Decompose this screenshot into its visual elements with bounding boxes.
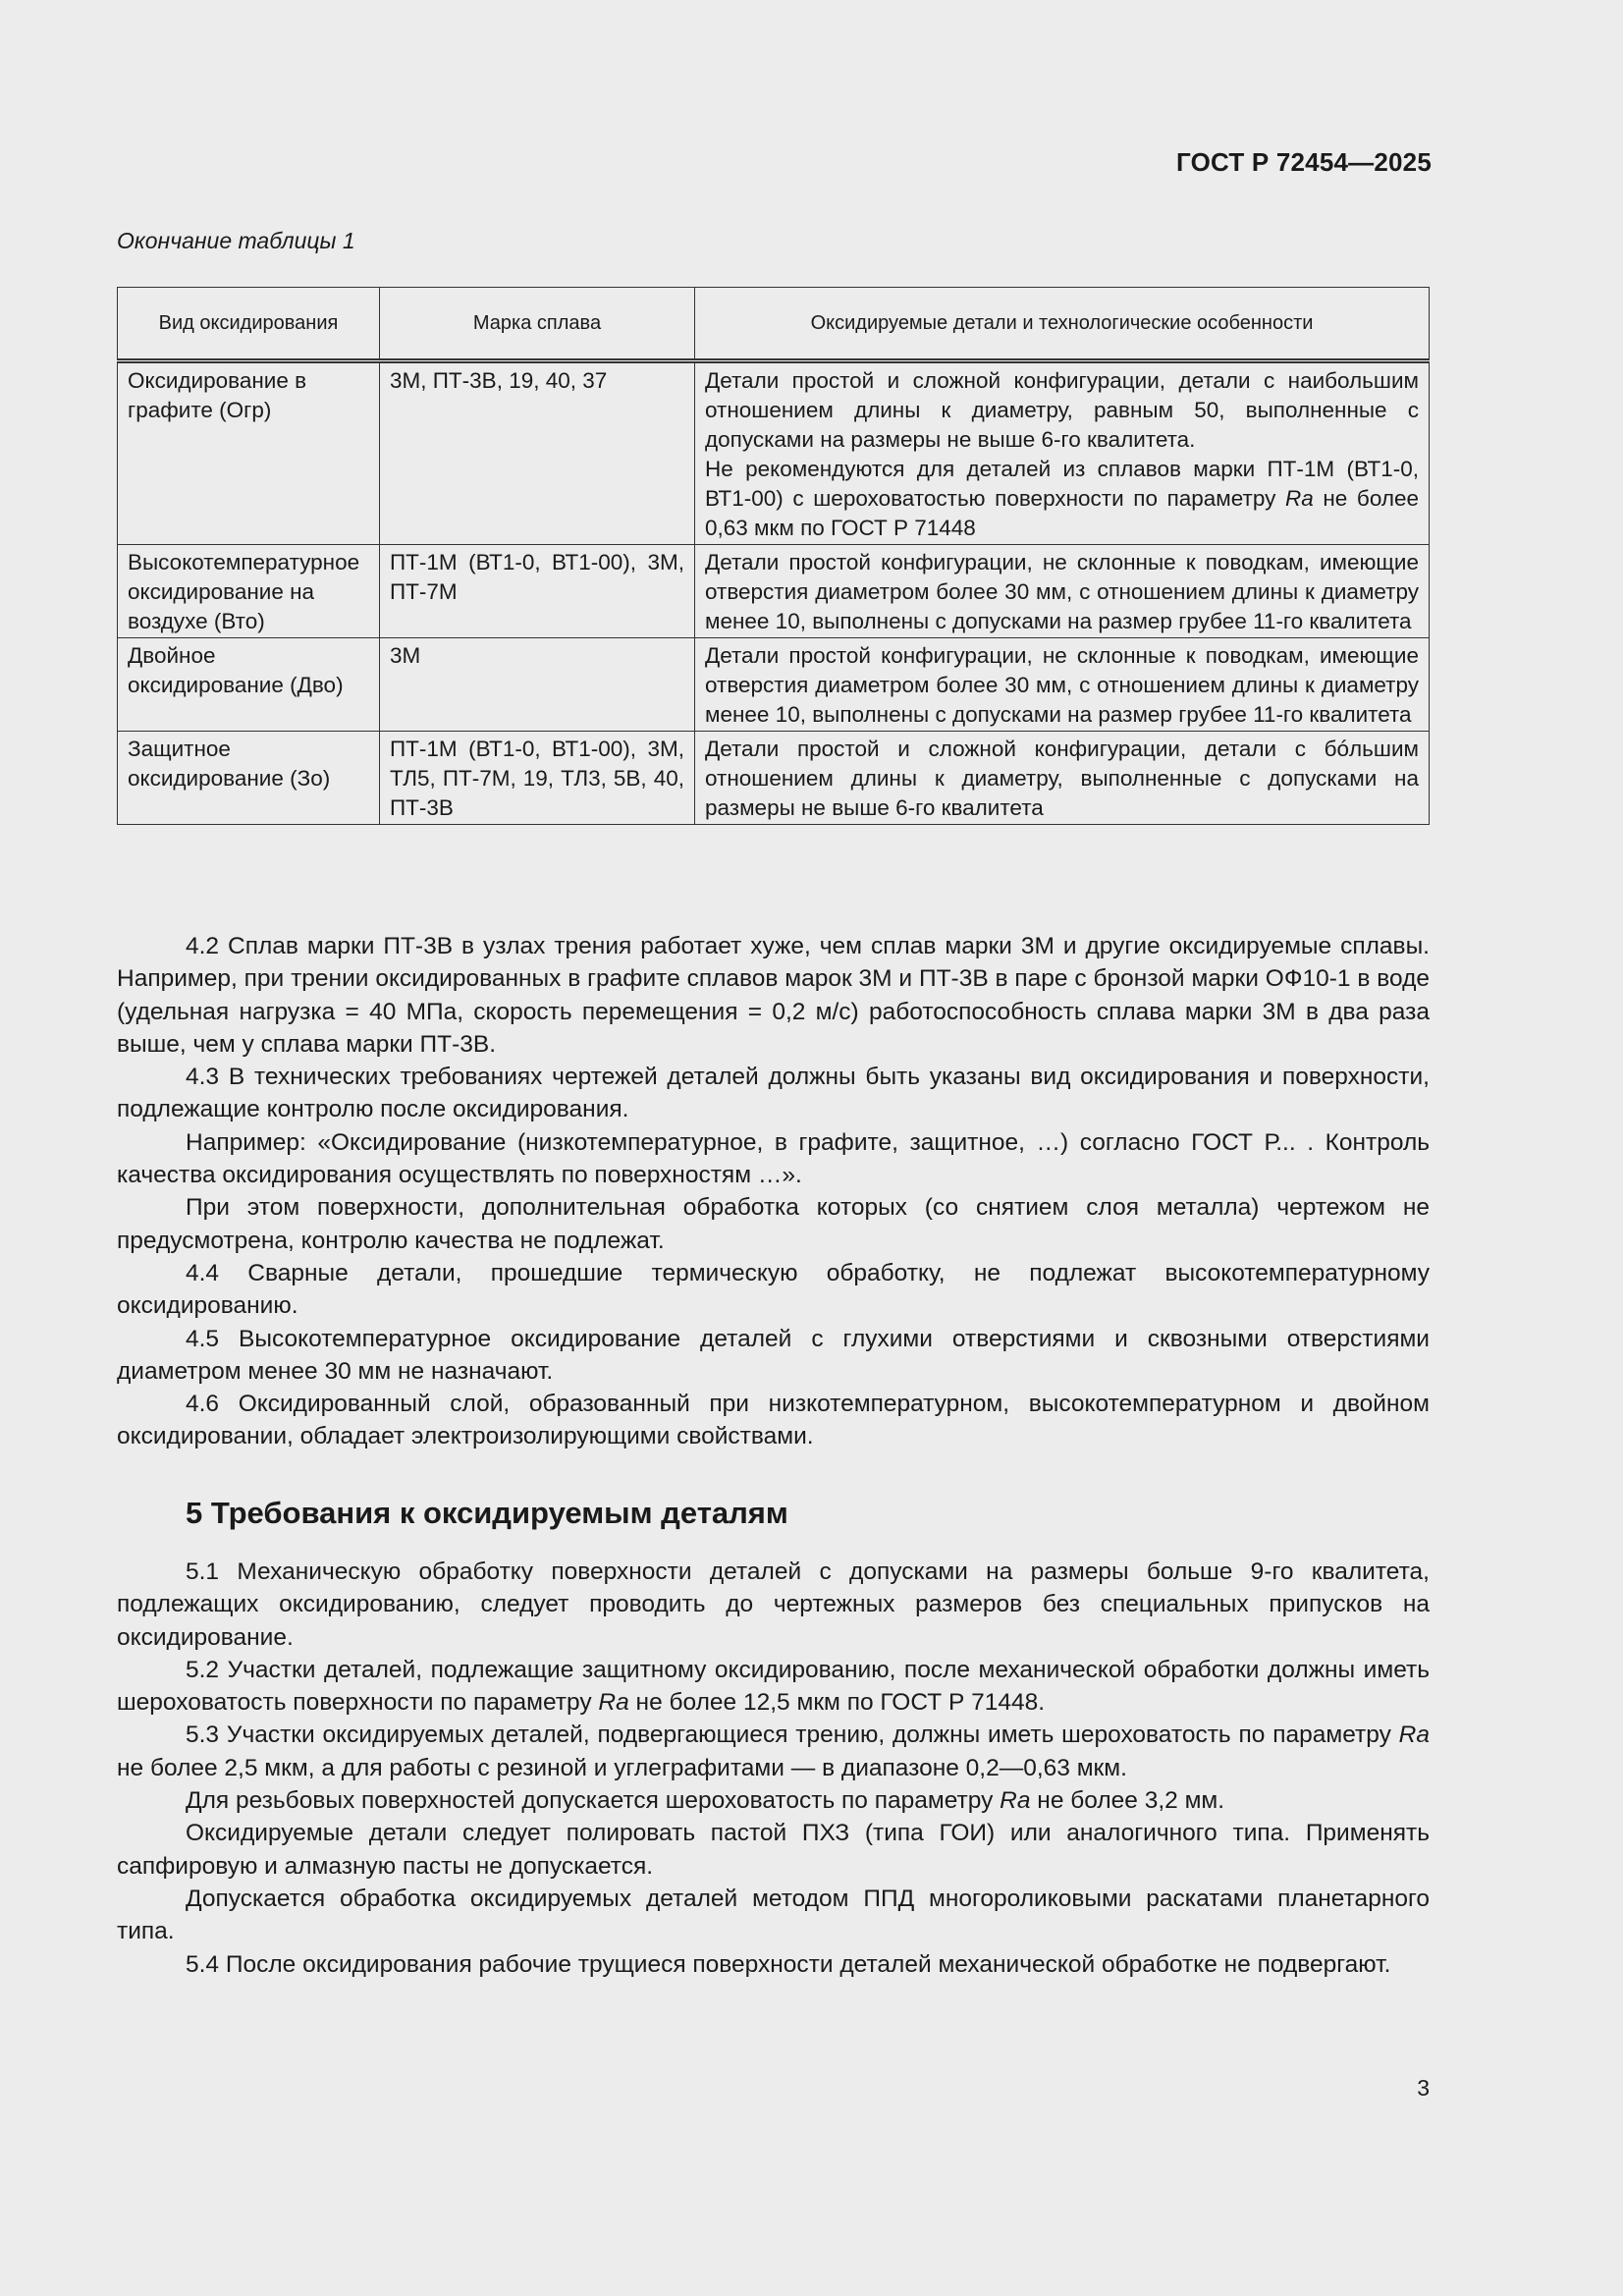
paragraph-polish: Оксидируемые детали следует полировать пастой ПХЗ (типа ГОИ) или аналогичного типа. Применять сапфировую и алмазную пасты не допускается. xyxy=(117,1820,1430,1880)
text-b: не более 3,2 мм. xyxy=(1030,1787,1225,1815)
section-heading: 5 Требования к оксидируемым деталям xyxy=(186,1496,788,1530)
paragraph-4-2: 4.2 Сплав марки ПТ-3В в узлах трения работает хуже, чем сплав марки 3М и другие оксидируемые сплавы. Например, при трении оксидированных в графите сплавов марок 3М и ПТ-3В в паре с бронзой марки ОФ10-1 в воде (удельная нагрузка = 40 МПа, скорость перемещения = 0,2 м/с) работоспособность сплава марки 3М в два раза выше, чем у сплава марки ПТ-3В. xyxy=(117,933,1430,1058)
cell-details: Детали простой конфигурации, не склонные к поводкам, имеющие отверстия диаметром более 30 мм, с отношением длины к диаметру менее 10, выполнены с допусками на размер грубее 11-го квалитета xyxy=(695,638,1430,732)
paragraph-5-3 xyxy=(117,1719,1430,1784)
cell-grade: ПТ-1М (ВТ1-0, ВТ1-00), 3М, ТЛ5, ПТ-7М, 19, ТЛ3, 5В, 40, ПТ-3В xyxy=(380,732,695,825)
cell-type: Защитное оксидирование (Зо) xyxy=(118,732,380,825)
paragraph-ppd: Допускается обработка оксидируемых деталей методом ППД многороликовыми раскатами планетарного типа. xyxy=(117,1885,1430,1945)
paragraph-4-5: 4.5 Высокотемпературное оксидирование деталей с глухими отверстиями и сквозными отверстиями диаметром менее 30 мм не назначают. xyxy=(117,1325,1430,1385)
text-b: не более 2,5 мкм, а для работы с резиной и углеграфитами — в диапазоне 0,2—0,63 мкм. xyxy=(117,1754,1127,1781)
paragraph-4-4: 4.4 Сварные детали, прошедшие термическую обработку, не подлежат высокотемпературному оксидированию. xyxy=(117,1259,1430,1320)
paragraph-example: Например: «Оксидирование (низкотемпературное, в графите, защитное, …) согласно ГОСТ Р... . Контроль качества оксидирования осуществлять по поверхностям …». xyxy=(117,1128,1430,1189)
cell-details: Детали простой конфигурации, не склонные к поводкам, имеющие отверстия диаметром более 30 мм, с отношением длины к диаметру менее 10, выполнены с допусками на размер грубее 11-го квалитета xyxy=(695,545,1430,638)
text-b: не более 12,5 мкм по ГОСТ Р 71448. xyxy=(628,1689,1046,1717)
table-row xyxy=(118,361,1430,545)
document-id: ГОСТ Р 72454—2025 xyxy=(1176,147,1432,177)
paragraph-4-3: 4.3 В технических требованиях чертежей деталей должны быть указаны вид оксидирования и поверхности, подлежащие контролю после оксидирования. xyxy=(117,1064,1430,1123)
column-header-details: Оксидируемые детали и технологические особенности xyxy=(695,288,1430,361)
cell-details-text: Детали простой и сложной конфигурации, детали с наибольшим отношением длины к диаметру, равным 50, выполненные с допусками на размеры не выше 6-го квалитета. xyxy=(705,368,1419,452)
cell-type: Оксидирование в графите (Огр) xyxy=(118,361,380,545)
paragraph-thread xyxy=(117,1784,1430,1817)
paragraph-5-1: 5.1 Механическую обработку поверхности деталей с допусками на размеры больше 9-го квалитета, подлежащих оксидированию, следует проводить до чертежных размеров без специальных припусков на оксидирование. xyxy=(117,1558,1430,1651)
ra-param: Ra xyxy=(1398,1722,1430,1749)
paragraph-note: При этом поверхности, дополнительная обработка которых (со снятием слоя металла) чертежом не предусмотрена, контролю качества не подлежат. xyxy=(117,1194,1430,1254)
cell-type: Высокотемпературное оксидирование на воздухе (Вто) xyxy=(118,545,380,638)
text-a: 5.3 Участки оксидируемых деталей, подвергающиеся трению, должны иметь шероховатость по параметру xyxy=(186,1722,1399,1749)
table-row xyxy=(118,638,1430,732)
paragraph-5-4: 5.4 После оксидирования рабочие трущиеся поверхности деталей механической обработке не подвергают. xyxy=(186,1950,1391,1978)
note-text-a: Не рекомендуются для деталей из сплавов марки ПТ-1М (ВТ1-0, ВТ1-00) с шероховатостью поверхности по параметру xyxy=(705,457,1419,511)
ra-param: Ra xyxy=(1284,486,1314,511)
table-caption: Окончание таблицы 1 xyxy=(117,228,355,253)
cell-details xyxy=(695,361,1430,545)
oxidation-table xyxy=(117,287,1430,825)
table-row xyxy=(118,732,1430,825)
note-text-b: не более 0,63 мкм по ГОСТ Р 71448 xyxy=(705,486,1419,540)
column-header-grade: Марка сплава xyxy=(380,288,695,361)
cell-details-note xyxy=(705,455,1419,543)
cell-grade: 3М xyxy=(380,638,695,732)
ra-param: Ra xyxy=(1000,1787,1031,1815)
section5-body xyxy=(117,1556,1430,1981)
section4-body xyxy=(117,930,1430,1453)
paragraph-5-2 xyxy=(117,1654,1430,1720)
cell-grade: ПТ-1М (ВТ1-0, ВТ1-00), 3М, ПТ-7М xyxy=(380,545,695,638)
text-a: Для резьбовых поверхностей допускается шероховатость по параметру xyxy=(186,1787,1001,1815)
table-header-row xyxy=(118,288,1430,361)
page-number: 3 xyxy=(1417,2075,1430,2101)
table-row xyxy=(118,545,1430,638)
cell-grade: 3М, ПТ-3В, 19, 40, 37 xyxy=(380,361,695,545)
ra-param: Ra xyxy=(598,1689,629,1717)
column-header-type: Вид оксидирования xyxy=(118,288,380,361)
paragraph-4-6: 4.6 Оксидированный слой, образованный при низкотемпературном, высокотемпературном и двойном оксидировании, обладает электроизолирующими свойствами. xyxy=(117,1391,1430,1450)
text-a: 5.2 Участки деталей, подлежащие защитному оксидированию, после механической обработки должны иметь шероховатость поверхности по параметру xyxy=(117,1656,1430,1717)
cell-type: Двойное оксидирование (Дво) xyxy=(118,638,380,732)
cell-details: Детали простой и сложной конфигурации, детали с бóльшим отношением длины к диаметру, выполненные с допусками на размеры не выше 6-го квалитета xyxy=(695,732,1430,825)
